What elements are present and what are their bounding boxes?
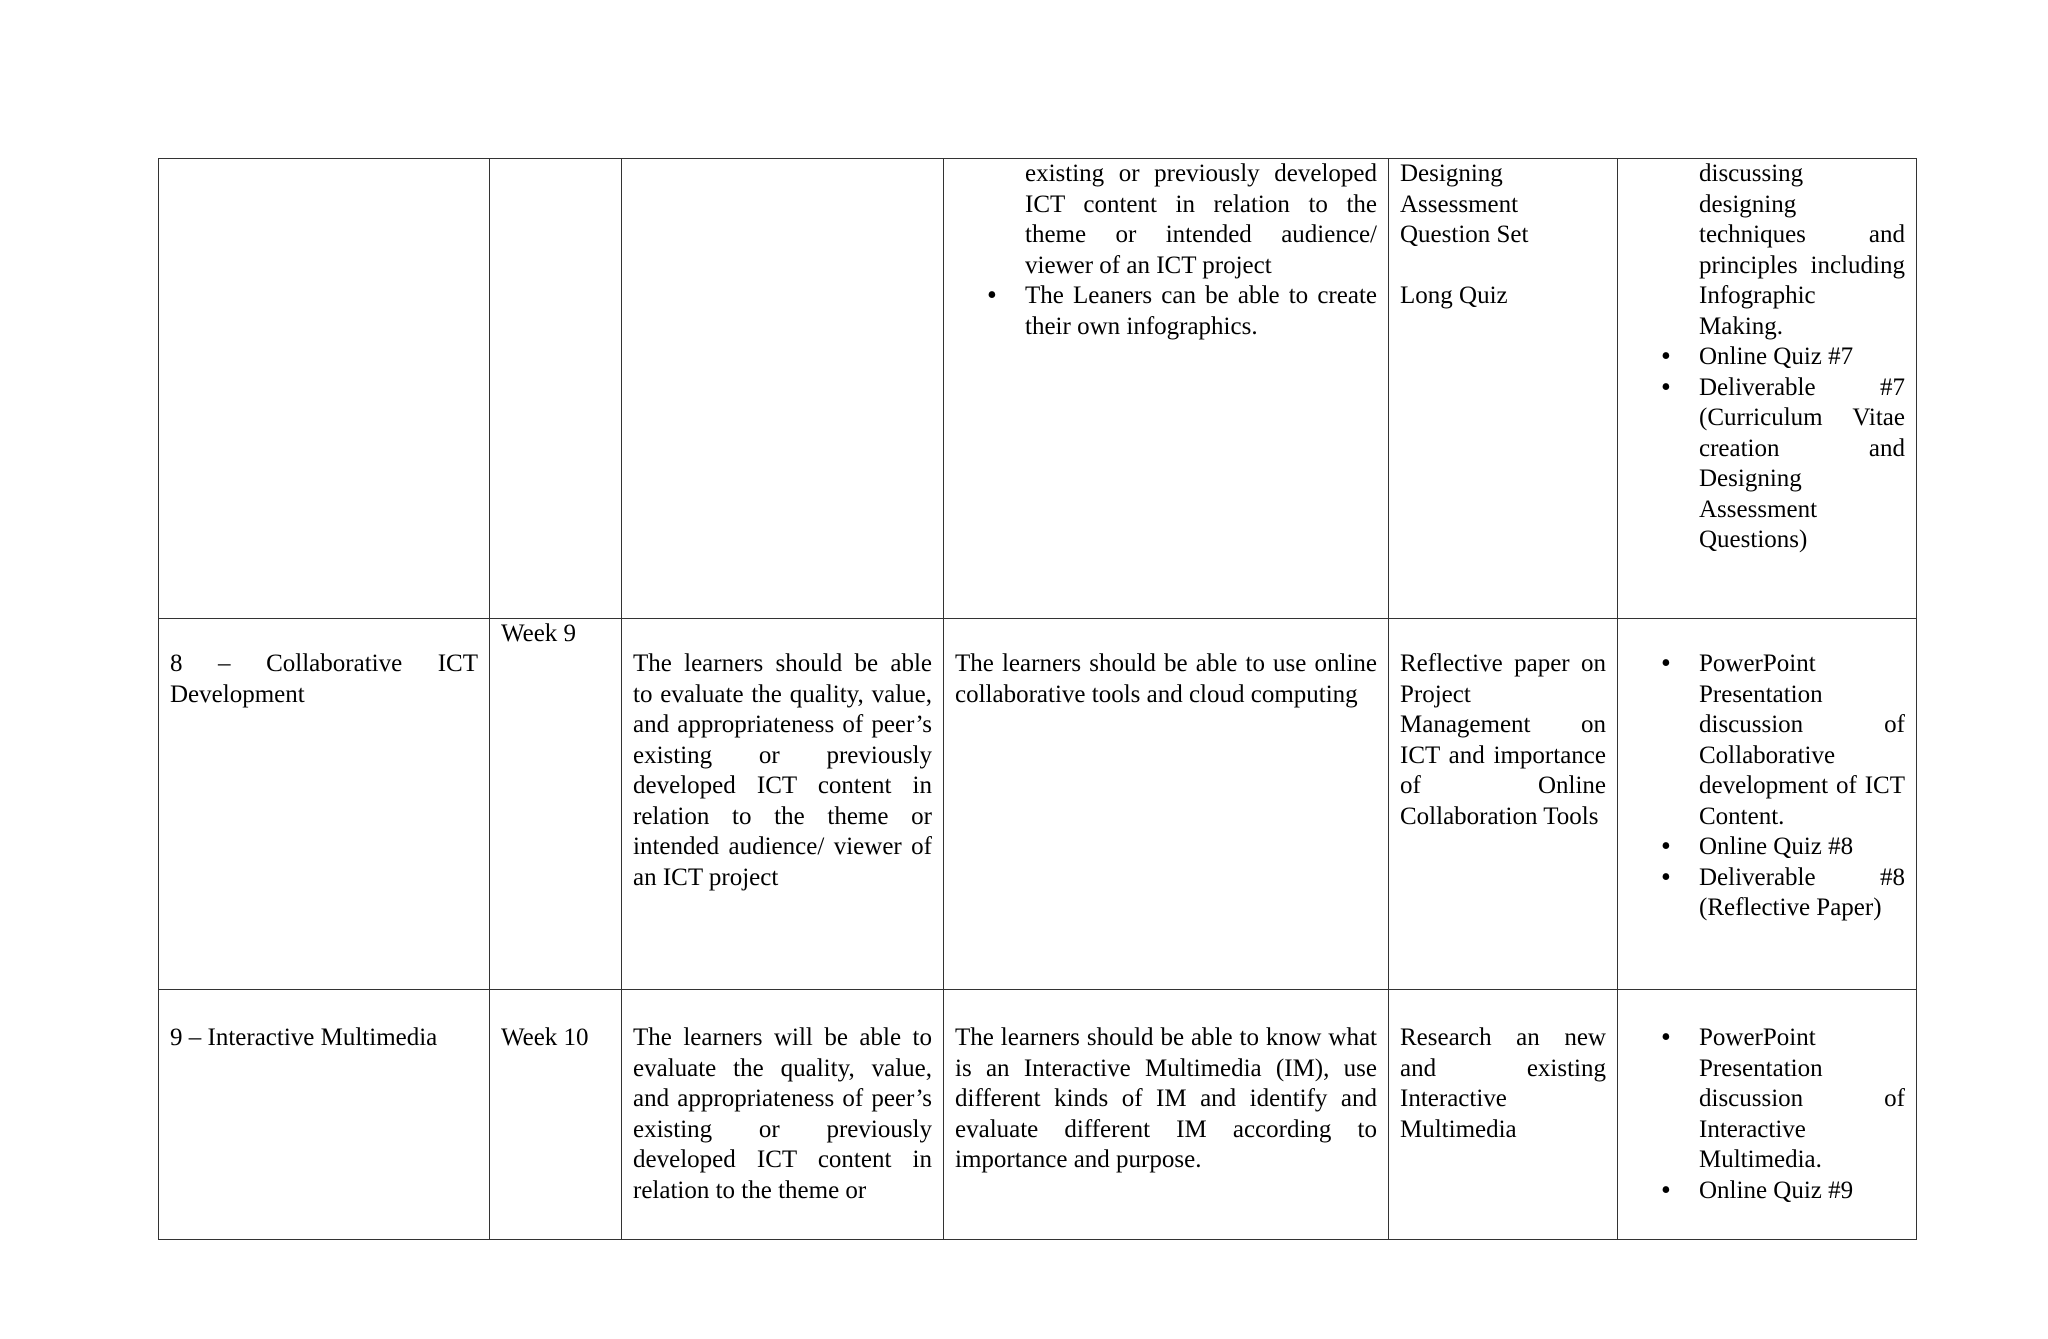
performance-standard-cell: The learners should be able to use online collaborative tools and cloud computing	[944, 619, 1389, 990]
performance-standard-list	[955, 159, 1377, 342]
list-item: • Online Quiz #9	[1618, 1176, 1905, 1207]
table-row	[159, 990, 1917, 1240]
table-row	[159, 159, 1917, 619]
list-item: existing or previously developed ICT content in relation to the theme or intended audience/ viewer of an ICT project	[1025, 160, 1377, 279]
list-item: • The Leaners can be able to create their own infographics.	[944, 281, 1377, 342]
list-item: • PowerPoint Presentation discussion of Interactive Multimedia.	[1618, 1023, 1905, 1176]
list-item: • Online Quiz #7	[1618, 342, 1905, 373]
topic-cell: 8 – Collaborative ICT Development	[159, 619, 490, 990]
content-standard-cell: The learners should be able to evaluate the quality, value, and appropriateness of peer’s existing or previously developed ICT content in relation to the theme or intended audience/ viewer of an ICT project	[622, 619, 944, 990]
list-item: • Online Quiz #8	[1618, 832, 1905, 863]
list-item: • Deliverable #7 (Curriculum Vitae creation and Designing Assessment Questions)	[1618, 373, 1905, 556]
activities-cell	[1618, 990, 1917, 1240]
week-cell: Week 9	[490, 619, 622, 990]
activities-list	[1629, 1023, 1905, 1206]
table-row	[159, 619, 1917, 990]
activities-cell	[1618, 159, 1917, 619]
content-standard-cell: The learners will be able to evaluate the quality, value, and appropriateness of peer’s existing or previously developed ICT content in relation to the theme or	[622, 990, 944, 1240]
performance-standard-cell: The learners should be able to know what is an Interactive Multimedia (IM), use different kinds of IM and identify and evaluate different IM according to importance and purpose.	[944, 990, 1389, 1240]
topic-cell	[159, 159, 490, 619]
week-cell: Week 10	[490, 990, 622, 1240]
assessment-cell: Reflective paper on Project Management on ICT and importance of Online Collaboration Tools	[1389, 619, 1618, 990]
list-item: • PowerPoint Presentation discussion of Collaborative development of ICT Content.	[1618, 649, 1905, 832]
week-cell	[490, 159, 622, 619]
assessment-cell	[1389, 159, 1618, 619]
assessment-cell: Research an new and existing Interactive Multimedia	[1389, 990, 1618, 1240]
assessment-line: Long Quiz	[1400, 281, 1508, 309]
activities-list	[1629, 159, 1905, 556]
topic-cell: 9 – Interactive Multimedia	[159, 990, 490, 1240]
list-item: • Deliverable #8 (Reflective Paper)	[1618, 863, 1905, 924]
content-standard-cell	[622, 159, 944, 619]
list-item: discussing designing techniques and principles including Infographic Making.	[1699, 160, 1905, 340]
performance-standard-cell	[944, 159, 1389, 619]
assessment-line: Designing Assessment Question Set	[1400, 160, 1529, 248]
activities-list	[1629, 649, 1905, 924]
syllabus-table	[158, 158, 1917, 1240]
activities-cell	[1618, 619, 1917, 990]
